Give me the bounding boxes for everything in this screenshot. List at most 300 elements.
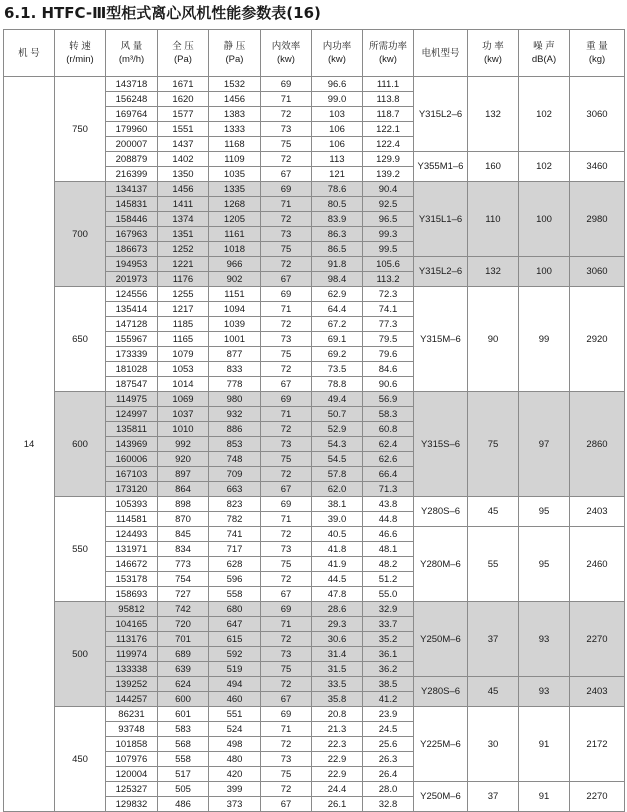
air-volume-cell: 124493 <box>106 527 158 542</box>
internal-power-cell: 78.8 <box>312 377 363 392</box>
air-volume-cell: 125327 <box>106 782 158 797</box>
static-pressure-cell: 628 <box>209 557 261 572</box>
total-pressure-cell: 834 <box>158 542 209 557</box>
internal-power-cell: 73.5 <box>312 362 363 377</box>
air-volume-cell: 134137 <box>106 182 158 197</box>
internal-efficiency-cell: 73 <box>261 227 312 242</box>
required-power-cell: 113.8 <box>363 92 414 107</box>
internal-efficiency-cell: 69 <box>261 707 312 722</box>
required-power-cell: 35.2 <box>363 632 414 647</box>
column-header <box>209 30 261 77</box>
internal-power-cell: 106 <box>312 137 363 152</box>
motor-model-cell: Y280S–6 <box>414 497 468 527</box>
column-header-unit: (kw) <box>277 54 295 65</box>
static-pressure-cell: 782 <box>209 512 261 527</box>
total-pressure-cell: 1577 <box>158 107 209 122</box>
air-volume-cell: 124997 <box>106 407 158 422</box>
internal-power-cell: 22.3 <box>312 737 363 752</box>
internal-power-cell: 41.9 <box>312 557 363 572</box>
required-power-cell: 25.6 <box>363 737 414 752</box>
internal-efficiency-cell: 72 <box>261 632 312 647</box>
total-pressure-cell: 1014 <box>158 377 209 392</box>
motor-model-cell: Y315S–6 <box>414 392 468 497</box>
column-header <box>570 30 625 77</box>
total-pressure-cell: 568 <box>158 737 209 752</box>
internal-power-cell: 41.8 <box>312 542 363 557</box>
noise-cell: 100 <box>519 257 570 287</box>
table-row <box>4 77 625 92</box>
motor-model-cell: Y355M1–6 <box>414 152 468 182</box>
static-pressure-cell: 966 <box>209 257 261 272</box>
air-volume-cell: 133338 <box>106 662 158 677</box>
internal-efficiency-cell: 72 <box>261 257 312 272</box>
total-pressure-cell: 754 <box>158 572 209 587</box>
internal-power-cell: 26.1 <box>312 797 363 812</box>
fan-size-cell: 14 <box>4 77 55 812</box>
internal-power-cell: 40.5 <box>312 527 363 542</box>
internal-efficiency-cell: 75 <box>261 662 312 677</box>
air-volume-cell: 105393 <box>106 497 158 512</box>
total-pressure-cell: 845 <box>158 527 209 542</box>
air-volume-cell: 86231 <box>106 707 158 722</box>
required-power-cell: 90.4 <box>363 182 414 197</box>
internal-power-cell: 62.9 <box>312 287 363 302</box>
air-volume-cell: 156248 <box>106 92 158 107</box>
required-power-cell: 46.6 <box>363 527 414 542</box>
internal-power-cell: 29.3 <box>312 617 363 632</box>
internal-power-cell: 86.5 <box>312 242 363 257</box>
weight-cell: 2403 <box>570 677 625 707</box>
internal-power-cell: 38.1 <box>312 497 363 512</box>
air-volume-cell: 173339 <box>106 347 158 362</box>
air-volume-cell: 129832 <box>106 797 158 812</box>
total-pressure-cell: 517 <box>158 767 209 782</box>
internal-efficiency-cell: 67 <box>261 272 312 287</box>
air-volume-cell: 107976 <box>106 752 158 767</box>
table-body <box>4 77 625 812</box>
internal-efficiency-cell: 71 <box>261 407 312 422</box>
static-pressure-cell: 592 <box>209 647 261 662</box>
static-pressure-cell: 1018 <box>209 242 261 257</box>
static-pressure-cell: 1532 <box>209 77 261 92</box>
static-pressure-cell: 420 <box>209 767 261 782</box>
static-pressure-cell: 647 <box>209 617 261 632</box>
total-pressure-cell: 639 <box>158 662 209 677</box>
internal-efficiency-cell: 72 <box>261 362 312 377</box>
motor-power-cell: 37 <box>468 602 519 677</box>
total-pressure-cell: 1069 <box>158 392 209 407</box>
static-pressure-cell: 494 <box>209 677 261 692</box>
internal-efficiency-cell: 71 <box>261 197 312 212</box>
required-power-cell: 66.4 <box>363 467 414 482</box>
column-header-unit: (kw) <box>484 54 502 65</box>
internal-power-cell: 113 <box>312 152 363 167</box>
required-power-cell: 122.4 <box>363 137 414 152</box>
column-header-label: 风 量 <box>120 41 143 52</box>
weight-cell: 3060 <box>570 77 625 152</box>
internal-power-cell: 83.9 <box>312 212 363 227</box>
column-header-unit: (kw) <box>379 54 397 65</box>
speed-cell: 750 <box>55 77 106 182</box>
table-row <box>4 182 625 197</box>
internal-power-cell: 35.8 <box>312 692 363 707</box>
column-header <box>55 30 106 77</box>
required-power-cell: 122.1 <box>363 122 414 137</box>
static-pressure-cell: 877 <box>209 347 261 362</box>
table-row <box>4 287 625 302</box>
required-power-cell: 111.1 <box>363 77 414 92</box>
required-power-cell: 51.2 <box>363 572 414 587</box>
total-pressure-cell: 898 <box>158 497 209 512</box>
weight-cell: 2920 <box>570 287 625 392</box>
column-header-unit: (m³/h) <box>118 54 145 65</box>
static-pressure-cell: 823 <box>209 497 261 512</box>
column-header-unit: dB(A) <box>531 54 557 65</box>
column-header-label: 重 量 <box>586 41 608 52</box>
static-pressure-cell: 1333 <box>209 122 261 137</box>
table-header-row <box>4 30 625 77</box>
internal-efficiency-cell: 72 <box>261 212 312 227</box>
internal-power-cell: 30.6 <box>312 632 363 647</box>
air-volume-cell: 104165 <box>106 617 158 632</box>
column-header-label: 功 率 <box>482 41 504 52</box>
internal-power-cell: 47.8 <box>312 587 363 602</box>
weight-cell: 3060 <box>570 257 625 287</box>
internal-efficiency-cell: 73 <box>261 122 312 137</box>
static-pressure-cell: 1335 <box>209 182 261 197</box>
air-volume-cell: 144257 <box>106 692 158 707</box>
internal-efficiency-cell: 72 <box>261 107 312 122</box>
total-pressure-cell: 1374 <box>158 212 209 227</box>
required-power-cell: 24.5 <box>363 722 414 737</box>
internal-power-cell: 28.6 <box>312 602 363 617</box>
speed-cell: 550 <box>55 497 106 602</box>
static-pressure-cell: 833 <box>209 362 261 377</box>
internal-power-cell: 98.4 <box>312 272 363 287</box>
internal-efficiency-cell: 72 <box>261 677 312 692</box>
air-volume-cell: 167103 <box>106 467 158 482</box>
internal-efficiency-cell: 72 <box>261 317 312 332</box>
weight-cell: 2270 <box>570 602 625 677</box>
static-pressure-cell: 373 <box>209 797 261 812</box>
motor-power-cell: 90 <box>468 287 519 392</box>
weight-cell: 2980 <box>570 182 625 257</box>
internal-power-cell: 121 <box>312 167 363 182</box>
internal-power-cell: 22.9 <box>312 767 363 782</box>
air-volume-cell: 95812 <box>106 602 158 617</box>
internal-power-cell: 22.9 <box>312 752 363 767</box>
required-power-cell: 118.7 <box>363 107 414 122</box>
required-power-cell: 113.2 <box>363 272 414 287</box>
total-pressure-cell: 558 <box>158 752 209 767</box>
static-pressure-cell: 1161 <box>209 227 261 242</box>
internal-efficiency-cell: 72 <box>261 737 312 752</box>
internal-efficiency-cell: 71 <box>261 722 312 737</box>
internal-power-cell: 99.0 <box>312 92 363 107</box>
column-header <box>158 30 209 77</box>
total-pressure-cell: 1217 <box>158 302 209 317</box>
internal-power-cell: 103 <box>312 107 363 122</box>
motor-model-cell: Y225M–6 <box>414 707 468 782</box>
motor-power-cell: 55 <box>468 527 519 602</box>
internal-efficiency-cell: 73 <box>261 437 312 452</box>
total-pressure-cell: 897 <box>158 467 209 482</box>
air-volume-cell: 216399 <box>106 167 158 182</box>
page-title: 6.1. HTFC-Ⅲ型柜式离心风机性能参数表(16) <box>4 4 321 22</box>
noise-cell: 95 <box>519 527 570 602</box>
internal-efficiency-cell: 73 <box>261 332 312 347</box>
total-pressure-cell: 1053 <box>158 362 209 377</box>
internal-efficiency-cell: 73 <box>261 752 312 767</box>
static-pressure-cell: 524 <box>209 722 261 737</box>
internal-power-cell: 96.6 <box>312 77 363 92</box>
internal-power-cell: 33.5 <box>312 677 363 692</box>
required-power-cell: 41.2 <box>363 692 414 707</box>
total-pressure-cell: 1185 <box>158 317 209 332</box>
motor-model-cell: Y250M–6 <box>414 602 468 677</box>
table-row <box>4 497 625 512</box>
noise-cell: 93 <box>519 677 570 707</box>
required-power-cell: 77.3 <box>363 317 414 332</box>
required-power-cell: 62.6 <box>363 452 414 467</box>
noise-cell: 91 <box>519 707 570 782</box>
static-pressure-cell: 748 <box>209 452 261 467</box>
required-power-cell: 58.3 <box>363 407 414 422</box>
motor-power-cell: 45 <box>468 677 519 707</box>
static-pressure-cell: 399 <box>209 782 261 797</box>
motor-model-cell: Y315L2–6 <box>414 257 468 287</box>
column-header-label: 机 号 <box>18 47 40 59</box>
internal-efficiency-cell: 67 <box>261 482 312 497</box>
static-pressure-cell: 596 <box>209 572 261 587</box>
required-power-cell: 79.5 <box>363 332 414 347</box>
internal-power-cell: 78.6 <box>312 182 363 197</box>
static-pressure-cell: 1383 <box>209 107 261 122</box>
motor-power-cell: 160 <box>468 152 519 182</box>
air-volume-cell: 187547 <box>106 377 158 392</box>
speed-cell: 500 <box>55 602 106 707</box>
fan-performance-table <box>3 29 625 812</box>
speed-cell: 650 <box>55 287 106 392</box>
noise-cell: 100 <box>519 182 570 257</box>
required-power-cell: 99.5 <box>363 242 414 257</box>
static-pressure-cell: 1456 <box>209 92 261 107</box>
internal-power-cell: 91.8 <box>312 257 363 272</box>
static-pressure-cell: 1109 <box>209 152 261 167</box>
table-row <box>4 392 625 407</box>
internal-efficiency-cell: 72 <box>261 422 312 437</box>
required-power-cell: 105.6 <box>363 257 414 272</box>
required-power-cell: 33.7 <box>363 617 414 632</box>
required-power-cell: 55.0 <box>363 587 414 602</box>
internal-power-cell: 69.1 <box>312 332 363 347</box>
weight-cell: 2172 <box>570 707 625 782</box>
internal-efficiency-cell: 69 <box>261 287 312 302</box>
required-power-cell: 90.6 <box>363 377 414 392</box>
internal-efficiency-cell: 71 <box>261 512 312 527</box>
internal-efficiency-cell: 75 <box>261 137 312 152</box>
total-pressure-cell: 1037 <box>158 407 209 422</box>
static-pressure-cell: 717 <box>209 542 261 557</box>
air-volume-cell: 113176 <box>106 632 158 647</box>
internal-power-cell: 52.9 <box>312 422 363 437</box>
required-power-cell: 62.4 <box>363 437 414 452</box>
internal-efficiency-cell: 69 <box>261 392 312 407</box>
required-power-cell: 129.9 <box>363 152 414 167</box>
static-pressure-cell: 1094 <box>209 302 261 317</box>
column-header-label: 内效率 <box>271 41 301 52</box>
air-volume-cell: 160006 <box>106 452 158 467</box>
air-volume-cell: 119974 <box>106 647 158 662</box>
weight-cell: 2270 <box>570 782 625 812</box>
weight-cell: 3460 <box>570 152 625 182</box>
static-pressure-cell: 1035 <box>209 167 261 182</box>
noise-cell: 91 <box>519 782 570 812</box>
total-pressure-cell: 870 <box>158 512 209 527</box>
total-pressure-cell: 920 <box>158 452 209 467</box>
total-pressure-cell: 1411 <box>158 197 209 212</box>
internal-efficiency-cell: 72 <box>261 467 312 482</box>
air-volume-cell: 114975 <box>106 392 158 407</box>
internal-power-cell: 20.8 <box>312 707 363 722</box>
internal-efficiency-cell: 72 <box>261 152 312 167</box>
internal-power-cell: 31.5 <box>312 662 363 677</box>
column-header <box>4 30 55 77</box>
total-pressure-cell: 1252 <box>158 242 209 257</box>
internal-efficiency-cell: 75 <box>261 242 312 257</box>
air-volume-cell: 155967 <box>106 332 158 347</box>
noise-cell: 102 <box>519 152 570 182</box>
column-header-label: 电机型号 <box>421 47 460 59</box>
static-pressure-cell: 615 <box>209 632 261 647</box>
static-pressure-cell: 680 <box>209 602 261 617</box>
motor-model-cell: Y250M–6 <box>414 782 468 812</box>
motor-power-cell: 110 <box>468 182 519 257</box>
air-volume-cell: 131971 <box>106 542 158 557</box>
motor-power-cell: 30 <box>468 707 519 782</box>
required-power-cell: 26.4 <box>363 767 414 782</box>
air-volume-cell: 208879 <box>106 152 158 167</box>
required-power-cell: 38.5 <box>363 677 414 692</box>
internal-power-cell: 57.8 <box>312 467 363 482</box>
total-pressure-cell: 1079 <box>158 347 209 362</box>
static-pressure-cell: 551 <box>209 707 261 722</box>
speed-cell: 700 <box>55 182 106 287</box>
internal-efficiency-cell: 71 <box>261 617 312 632</box>
air-volume-cell: 158446 <box>106 212 158 227</box>
motor-model-cell: Y315M–6 <box>414 287 468 392</box>
static-pressure-cell: 480 <box>209 752 261 767</box>
air-volume-cell: 124556 <box>106 287 158 302</box>
total-pressure-cell: 1350 <box>158 167 209 182</box>
column-header-unit: (kg) <box>588 54 606 65</box>
motor-model-cell: Y315L1–6 <box>414 182 468 257</box>
air-volume-cell: 201973 <box>106 272 158 287</box>
internal-efficiency-cell: 67 <box>261 377 312 392</box>
column-header <box>363 30 414 77</box>
total-pressure-cell: 624 <box>158 677 209 692</box>
static-pressure-cell: 980 <box>209 392 261 407</box>
total-pressure-cell: 600 <box>158 692 209 707</box>
static-pressure-cell: 902 <box>209 272 261 287</box>
total-pressure-cell: 1551 <box>158 122 209 137</box>
total-pressure-cell: 689 <box>158 647 209 662</box>
air-volume-cell: 153178 <box>106 572 158 587</box>
static-pressure-cell: 460 <box>209 692 261 707</box>
motor-power-cell: 45 <box>468 497 519 527</box>
static-pressure-cell: 853 <box>209 437 261 452</box>
required-power-cell: 48.1 <box>363 542 414 557</box>
required-power-cell: 44.8 <box>363 512 414 527</box>
speed-cell: 600 <box>55 392 106 497</box>
internal-efficiency-cell: 69 <box>261 77 312 92</box>
column-header <box>261 30 312 77</box>
required-power-cell: 32.8 <box>363 797 414 812</box>
total-pressure-cell: 1620 <box>158 92 209 107</box>
static-pressure-cell: 1268 <box>209 197 261 212</box>
column-header-unit: (r/min) <box>66 54 94 65</box>
required-power-cell: 74.1 <box>363 302 414 317</box>
required-power-cell: 28.0 <box>363 782 414 797</box>
internal-power-cell: 54.5 <box>312 452 363 467</box>
air-volume-cell: 145831 <box>106 197 158 212</box>
air-volume-cell: 143969 <box>106 437 158 452</box>
required-power-cell: 48.2 <box>363 557 414 572</box>
air-volume-cell: 143718 <box>106 77 158 92</box>
column-header <box>414 30 468 77</box>
air-volume-cell: 139252 <box>106 677 158 692</box>
column-header-label: 所需功率 <box>368 41 407 52</box>
required-power-cell: 26.3 <box>363 752 414 767</box>
motor-model-cell: Y315L2–6 <box>414 77 468 152</box>
internal-efficiency-cell: 67 <box>261 587 312 602</box>
required-power-cell: 60.8 <box>363 422 414 437</box>
total-pressure-cell: 1402 <box>158 152 209 167</box>
air-volume-cell: 147128 <box>106 317 158 332</box>
internal-power-cell: 21.3 <box>312 722 363 737</box>
column-header-label: 全 压 <box>172 41 194 52</box>
static-pressure-cell: 1039 <box>209 317 261 332</box>
internal-power-cell: 86.3 <box>312 227 363 242</box>
internal-power-cell: 69.2 <box>312 347 363 362</box>
air-volume-cell: 167963 <box>106 227 158 242</box>
required-power-cell: 71.3 <box>363 482 414 497</box>
table-row <box>4 707 625 722</box>
air-volume-cell: 114581 <box>106 512 158 527</box>
total-pressure-cell: 992 <box>158 437 209 452</box>
internal-power-cell: 44.5 <box>312 572 363 587</box>
column-header <box>519 30 570 77</box>
weight-cell: 2460 <box>570 527 625 602</box>
noise-cell: 99 <box>519 287 570 392</box>
internal-efficiency-cell: 69 <box>261 182 312 197</box>
total-pressure-cell: 601 <box>158 707 209 722</box>
required-power-cell: 43.8 <box>363 497 414 512</box>
column-header <box>312 30 363 77</box>
required-power-cell: 96.5 <box>363 212 414 227</box>
motor-power-cell: 132 <box>468 77 519 152</box>
required-power-cell: 139.2 <box>363 167 414 182</box>
air-volume-cell: 186673 <box>106 242 158 257</box>
air-volume-cell: 158693 <box>106 587 158 602</box>
static-pressure-cell: 1001 <box>209 332 261 347</box>
column-header-unit: (kw) <box>328 54 346 65</box>
total-pressure-cell: 583 <box>158 722 209 737</box>
air-volume-cell: 173120 <box>106 482 158 497</box>
required-power-cell: 56.9 <box>363 392 414 407</box>
static-pressure-cell: 519 <box>209 662 261 677</box>
column-header-label: 静 压 <box>223 41 246 52</box>
